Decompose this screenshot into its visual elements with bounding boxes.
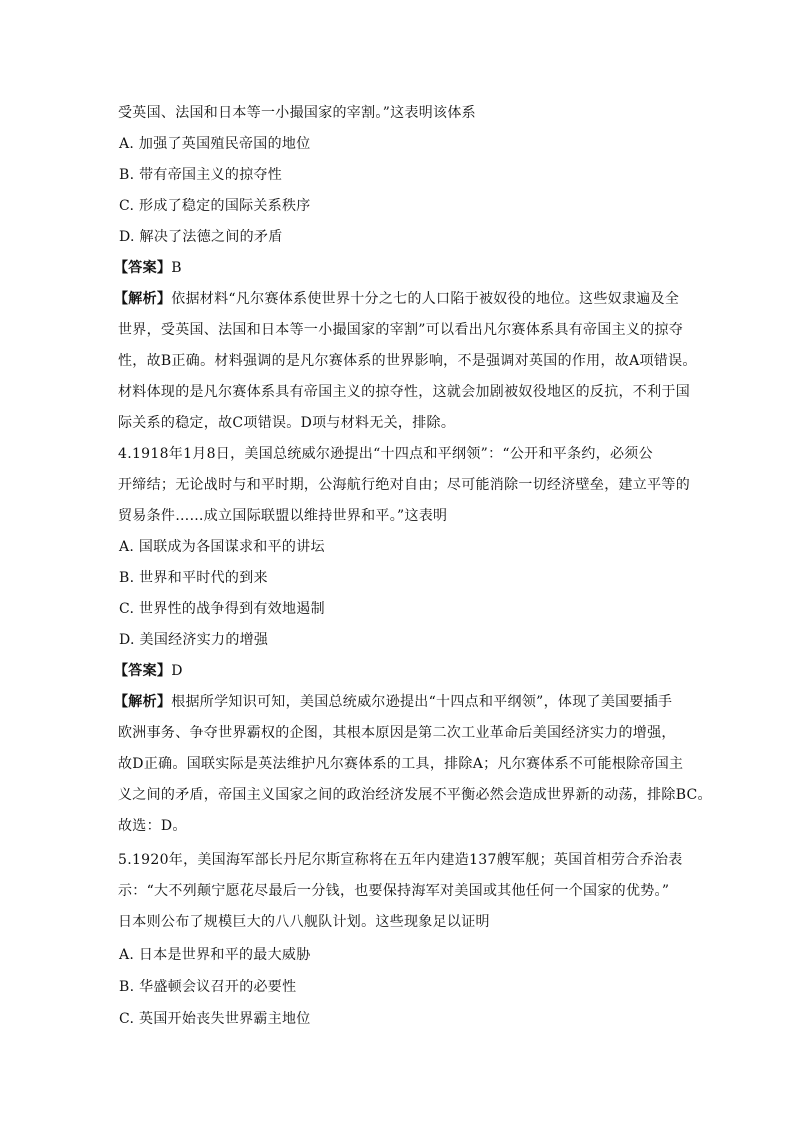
- q5-stem-line-2: 示：“大不列颠宁愿花尽最后一分钱，也要保持海军对美国或其他任何一个国家的优势。”: [118, 883, 670, 899]
- q5-stem-line-3: 日本则公布了规模巨大的八八舰队计划。这些现象足以证明: [118, 914, 490, 930]
- q3-option-c: C. 形成了稳定的国际关系秩序: [119, 198, 311, 214]
- q3-stem-tail: 受英国、法国和日本等一小撮国家的宰割。”这表明该体系: [118, 105, 476, 121]
- analysis-tag: 【解析】: [114, 694, 172, 710]
- q4-answer: [114, 661, 183, 681]
- q4-stem-line-2: 开缔结；无论战时与和平时期，公海航行绝对自由；尽可能消除一切经济壁垒，建立平等的: [118, 477, 690, 493]
- q3-answer: [114, 258, 182, 278]
- answer-value: B: [171, 260, 182, 276]
- answer-tag: 【答案】: [114, 663, 172, 679]
- q5-option-b: B. 华盛顿会议召开的必要性: [119, 979, 297, 995]
- q5-option-c: C. 英国开始丧失世界霸主地位: [119, 1011, 311, 1027]
- q3-analysis-line-1: [114, 289, 679, 309]
- analysis-tag: 【解析】: [114, 291, 172, 307]
- analysis-text: 依据材料“凡尔赛体系使世界十分之七的人口陷于被奴役的地位。这些奴隶遍及全: [171, 291, 680, 307]
- q4-option-a: A. 国联成为各国谋求和平的讲坛: [119, 539, 325, 555]
- q4-analysis-line-3: 故D正确。国联实际是英法维护凡尔赛体系的工具，排除A；凡尔赛体系不可能根除帝国主: [118, 756, 684, 772]
- q3-analysis-line-4: 材料体现的是凡尔赛体系具有帝国主义的掠夺性，这就会加剧被奴役地区的反抗，不利于国: [118, 384, 690, 400]
- q3-analysis-line-3: 性，故B正确。材料强调的是凡尔赛体系的世界影响，不是强调对英国的作用，故A项错误。: [118, 353, 697, 369]
- q3-option-a: A. 加强了英国殖民帝国的地位: [119, 136, 311, 152]
- q5-option-a: A. 日本是世界和平的最大威胁: [119, 947, 311, 963]
- q4-analysis-line-4: 义之间的矛盾，帝国主义国家之间的政治经济发展不平衡必然会造成世界新的动荡，排除BC。: [118, 787, 712, 803]
- analysis-text: 根据所学知识可知，美国总统威尔逊提出“十四点和平纲领”，体现了美国要插手: [171, 694, 673, 710]
- q3-analysis-line-2: 世界，受英国、法国和日本等一小撮国家的宰割”可以看出凡尔赛体系具有帝国主义的掠夺: [118, 322, 684, 338]
- q4-option-d: D. 美国经济实力的增强: [119, 632, 269, 648]
- q4-stem-line-3: 贸易条件……成立国际联盟以维持世界和平。”这表明: [118, 508, 448, 524]
- q4-option-b: B. 世界和平时代的到来: [119, 570, 268, 586]
- q4-analysis-line-2: 欧洲事务、争夺世界霸权的企图，其根本原因是第二次工业革命后美国经济实力的增强，: [118, 725, 676, 741]
- q3-analysis-line-5: 际关系的稳定，故C项错误。D项与材料无关，排除。: [118, 415, 456, 431]
- q3-option-d: D. 解决了法德之间的矛盾: [119, 229, 283, 245]
- q4-analysis-line-1: [114, 692, 672, 712]
- q3-option-b: B. 带有帝国主义的掠夺性: [119, 167, 283, 183]
- q4-analysis-line-5: 故选：D。: [118, 818, 187, 834]
- q5-stem-line-1: 5.1920年，美国海军部长丹尼尔斯宣称将在五年内建造137艘军舰；英国首相劳合乔治表: [118, 852, 683, 868]
- answer-value: D: [171, 663, 183, 679]
- q4-stem-line-1: 4.1918年1月8日，美国总统威尔逊提出“十四点和平纲领”：“公开和平条约，必须公: [118, 446, 653, 462]
- q4-option-c: C. 世界性的战争得到有效地遏制: [119, 601, 325, 617]
- answer-tag: 【答案】: [114, 260, 172, 276]
